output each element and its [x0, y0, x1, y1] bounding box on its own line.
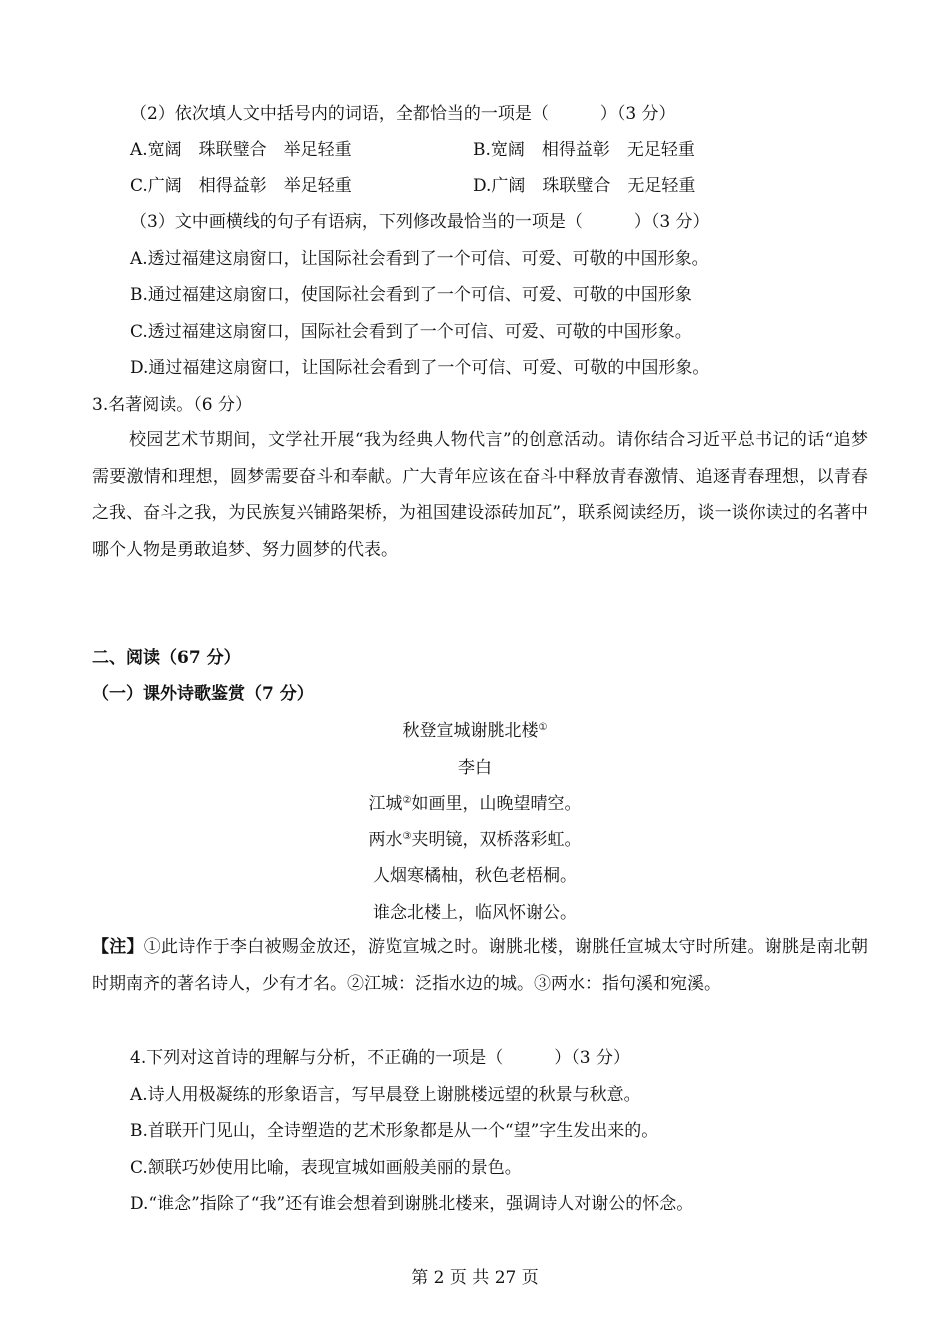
footnote-marker: ①	[538, 722, 548, 733]
q2-option-a: A.宽阔 珠联璧合 举足轻重	[130, 140, 352, 160]
poem-line-2-end: 夹明镜，双桥落彩虹。	[411, 830, 582, 850]
poem-line-1-end: 如画里，山晚望晴空。	[411, 794, 582, 814]
poem-title	[0, 720, 950, 742]
mingzhu-heading: 3.名著阅读。（6 分）	[92, 395, 252, 415]
section-heading: 二、阅读（67 分）	[92, 648, 241, 668]
q2-option-c: C.广阔 相得益彰 举足轻重	[130, 176, 352, 196]
q4-option-a: A.诗人用极凝练的形象语言，写早晨登上谢朓楼远望的秋景与秋意。	[130, 1085, 641, 1105]
q2-option-d: D.广阔 珠联璧合 无足轻重	[473, 176, 696, 196]
q3-option-d: D.通过福建这扇窗口，让国际社会看到了一个可信、可爱、可敬的中国形象。	[130, 358, 710, 378]
note-label: 【注】	[92, 937, 144, 957]
q3-stem: （3）文中画横线的句子有语病，下列修改最恰当的一项是（ ）（3 分）	[130, 212, 710, 232]
poem-line-1	[0, 793, 950, 815]
q2-stem: （2）依次填人文中括号内的词语，全都恰当的一项是（ ）（3 分）	[130, 104, 676, 124]
poem-line-3: 人烟寒橘柚，秋色老梧桐。	[373, 866, 577, 886]
footnote-marker: ②	[402, 795, 412, 806]
page-number: 第 2 页 共 27 页	[411, 1268, 539, 1288]
q4-option-b: B.首联开门见山，全诗塑造的艺术形象都是从一个“望”字生发出来的。	[130, 1121, 659, 1141]
poem-line-1-start: 江城	[368, 794, 403, 814]
mingzhu-body: 校园艺术节期间，文学社开展“我为经典人物代言”的创意活动。请你结合习近平总书记的话“追梦需要激情和理想，圆梦需要奋斗和奉献。广大青年应该在奋斗中释放青春激情、追逐青春理想，以青春之我、奋斗之我，为民族复兴铺路架桥，为祖国建设添砖加瓦”，联系阅读经历，谈一谈你读过的名著中哪个人物是勇敢追梦、努力圆梦的代表。	[92, 430, 868, 560]
poem-title-text: 秋登宣城谢朓北楼	[402, 721, 539, 741]
q3-option-b: B.通过福建这扇窗口，使国际社会看到了一个可信、可爱、可敬的中国形象	[130, 285, 692, 305]
q3-option-c: C.透过福建这扇窗口，国际社会看到了一个可信、可爱、可敬的中国形象。	[130, 322, 692, 342]
footnote-marker: ③	[402, 831, 412, 842]
poem-author: 李白	[458, 758, 492, 778]
q4-option-c: C.颔联巧妙使用比喻，表现宣城如画般美丽的景色。	[130, 1158, 522, 1178]
poem-line-2-start: 两水	[368, 830, 403, 850]
q4-stem: 4.下列对这首诗的理解与分析，不正确的一项是（ ）（3 分）	[130, 1048, 630, 1068]
poem-line-2	[0, 829, 950, 851]
note-text: ①此诗作于李白被赐金放还，游览宣城之时。谢朓北楼，谢朓任宣城太守时所建。谢朓是南北朝时期南齐的著名诗人，少有才名。②江城：泛指水边的城。③两水：指句溪和宛溪。	[92, 937, 868, 994]
q4-option-d: D.“谁念”指除了“我”还有谁会想着到谢朓北楼来，强调诗人对谢公的怀念。	[130, 1194, 694, 1214]
subsection-heading: （一）课外诗歌鉴赏（7 分）	[92, 684, 314, 704]
poem-line-4: 谁念北楼上，临风怀谢公。	[373, 903, 577, 923]
q2-option-b: B.宽阔 相得益彰 无足轻重	[473, 140, 695, 160]
poem-note	[92, 929, 868, 1002]
q3-option-a: A.透过福建这扇窗口，让国际社会看到了一个可信、可爱、可敬的中国形象。	[130, 249, 709, 269]
